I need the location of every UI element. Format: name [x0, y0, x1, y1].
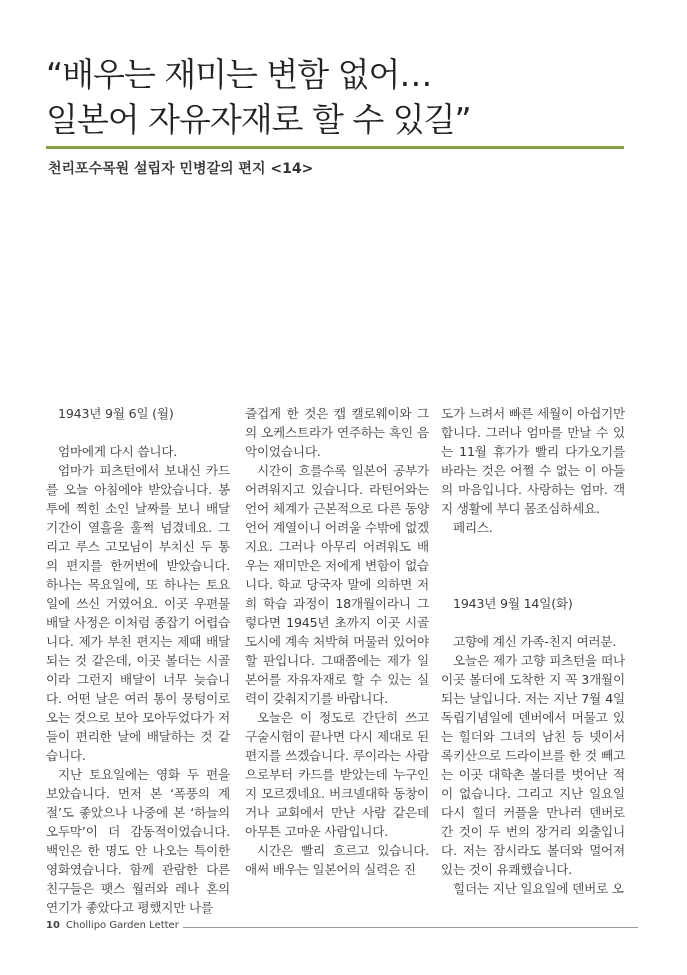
headline-line-1: “배우는 재미는 변함 없어…: [46, 55, 432, 94]
letter-2-date: 1943년 9월 14일(화): [453, 596, 573, 611]
text-column-1: [46, 404, 230, 917]
letter-1-paragraph-3: 시간이 흐를수록 일본어 공부가 어려워지고 있습니다. 라틴어와는 언어 체계가 근본적으로 다른 동양 언어 계열이니 어려울 수밖에 없겠지요. 그러나 아무리 어려워도 배우는 재미만은 저에게 변함이 없습니다. 학교 당국자 말에 의하면 저희 학습 과정이 18개월이라니 그렇다면 1945년 초까지 이곳 시골 도시에 계속 처박혀 머물러 있어야 할 판입니다. 그때쯤에는 제가 일본어를 자유자재로 할 수 있는 실력이 갖춰지기를 바랍니다.: [245, 463, 429, 706]
letter-1-paragraph-1: 엄마가 피츠턴에서 보내신 카드를 오늘 아침에야 받았습니다. 봉투에 찍힌 소인 날짜를 보니 배달 기간이 열흘을 훌쩍 넘겼네요. 그리고 루스 고모님이 부치신 두 통의 편지를 한꺼번에 받았습니다. 하나는 목요일에, 또 하나는 토요일에 쓰신 거였어요. 이곳 우편물 배달 사정은 이처럼 종잡기 어렵습니다. 제가 부친 편지는 제때 배달 되는 것 같은데, 이곳 볼더는 시골이라 그런지 배달이 너무 늦습니다. 어떤 날은 여러 통이 뭉텅이로 오는 것으로 보아 모아두었다가 저들이 편리한 날에 배달하는 것 같습니다.: [46, 463, 230, 763]
letter-2-greeting: 고향에 계신 가족-친지 여러분.: [453, 634, 617, 649]
letter-1-paragraph-2b: 즐겁게 한 것은 캡 캘로웨이와 그의 오케스트라가 연주하는 흑인 음악이었습니다.: [245, 406, 429, 459]
letter-1-paragraph-4: 오늘은 이 정도로 간단히 쓰고 구술시험이 끝나면 다시 제대로 된 편지를 쓰겠습니다. 루이라는 사람으로부터 카드를 받았는데 누구인지 모르겠네요. 버크넬대학 동창이거나 교회에서 만난 사람 같은데 아무튼 고마운 사람입니다.: [245, 710, 429, 839]
article-headline: [46, 52, 646, 142]
headline-divider: [46, 146, 624, 149]
page-number: 10: [46, 920, 60, 931]
letter-1-paragraph-2a: 지난 토요일에는 영화 두 편을 보았습니다. 먼저 본 ‘폭풍의 계절’도 좋았으나 나중에 본 ‘하늘의 오두막’이 더 감동적이었습니다. 백인은 한 명도 안 나오는 특이한 영화였습니다. 함께 관람한 다른 친구들은 팻스 월러와 레나 혼의 연기가 좋았다고 평했지만 나를: [46, 767, 230, 915]
letter-1-paragraph-5a: 시간은 빨리 흐르고 있습니다. 애써 배우는 일본어의 실력은 진: [245, 843, 429, 877]
letter-1-greeting: 엄마에게 다시 씁니다.: [58, 444, 178, 459]
text-column-3: [441, 404, 625, 898]
letter-2-paragraph-1: 오늘은 제가 고향 피츠턴을 떠나 이곳 볼더에 도착한 지 꼭 3개월이 되는 날입니다. 저는 지난 7월 4일 독립기념일에 덴버에서 머물고 있는 힐더와 그녀의 남친 등 넷이서 록키산으로 드라이브를 한 것 빼고는 이곳 대학촌 볼더를 벗어난 적이 없습니다. 그리고 지난 일요일 다시 힐더 커플을 만나러 덴버로 간 것이 두 번의 장거리 외출입니다. 저는 잠시라도 볼더와 멀어져 있는 것이 유쾌했습니다.: [441, 653, 625, 877]
letter-1-paragraph-5b: 도가 느려서 빠른 세월이 아쉽기만 합니다. 그러나 엄마를 만날 수 있는 11월 휴가가 빨리 다가오기를 바라는 것은 어쩔 수 없는 이 아들의 마음입니다. 사랑하는 엄마. 객지 생활에 부디 몸조심하세요.: [441, 406, 625, 516]
letter-2-paragraph-2: 힐더는 지난 일요일에 덴버로 오: [453, 881, 624, 896]
publication-name: Chollipo Garden Letter: [65, 920, 179, 931]
letter-1-date: 1943년 9월 6일 (월): [58, 406, 174, 421]
text-column-2: [245, 404, 429, 879]
article-subtitle: 천리포수목원 설립자 민병갈의 편지 <14>: [48, 161, 314, 177]
page-footer: [46, 920, 183, 931]
headline-line-2: 일본어 자유자재로 할 수 있길”: [46, 100, 471, 139]
letter-1-signature: 페리스.: [453, 520, 493, 535]
